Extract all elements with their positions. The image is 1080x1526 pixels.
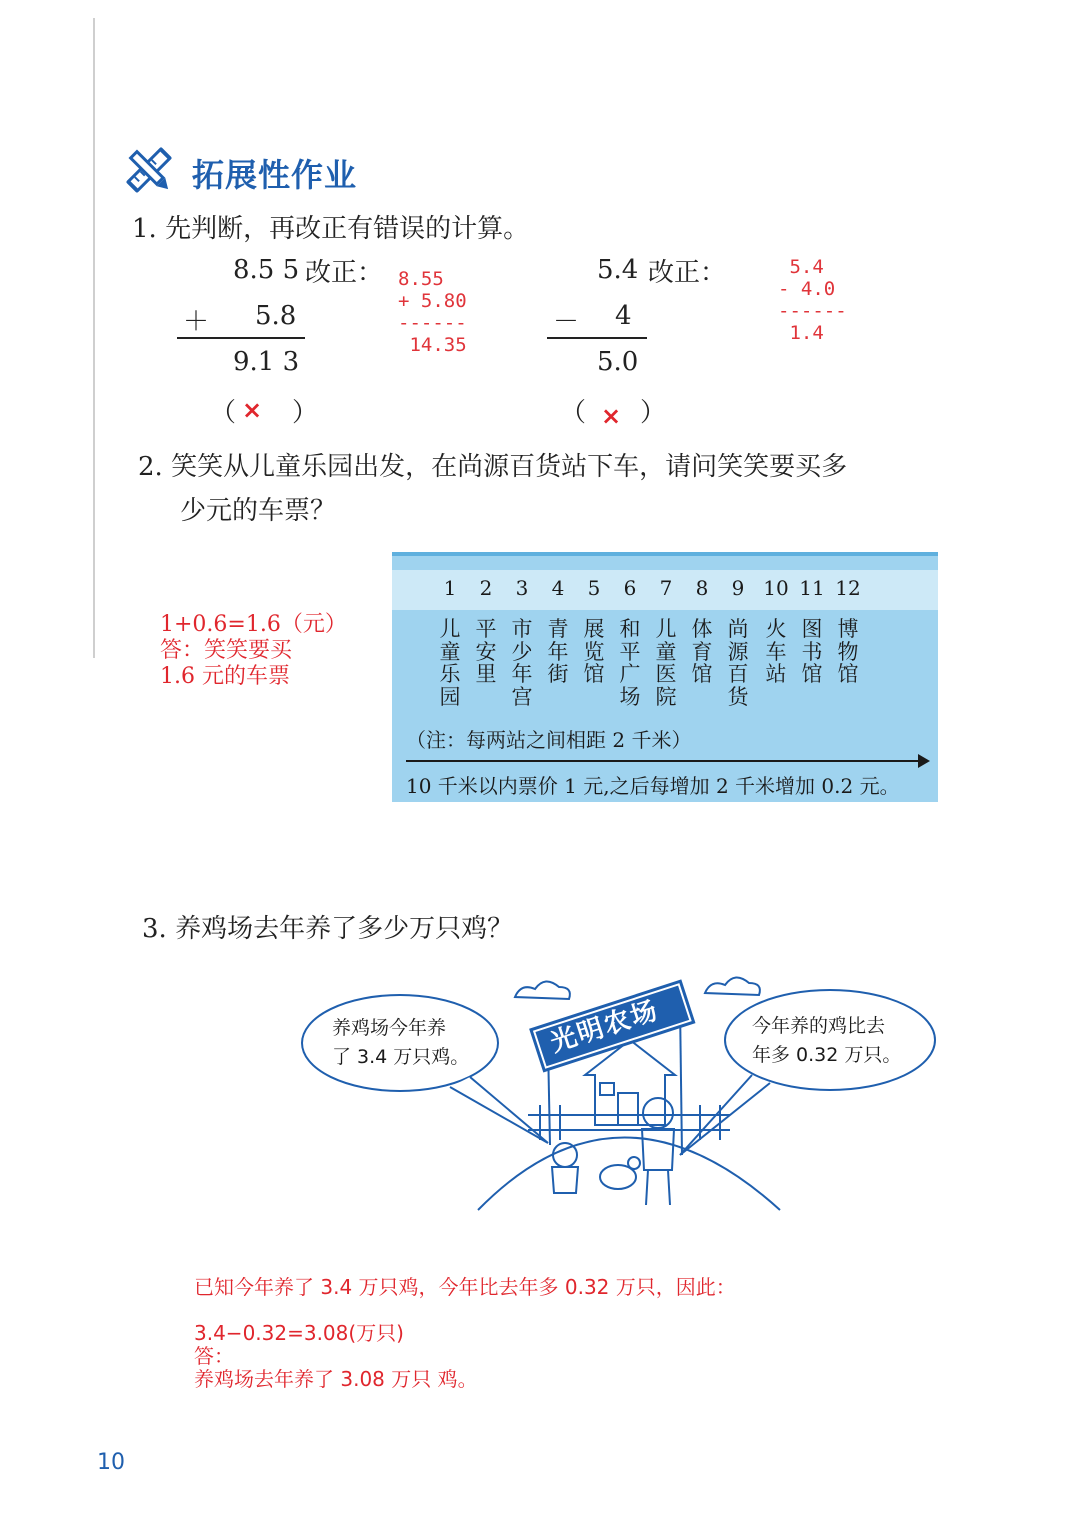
stop-name: 图书馆 — [801, 617, 823, 686]
farm-sign-text: 光明农场 — [546, 995, 663, 1059]
q1-right-paren-open: （ — [560, 398, 587, 428]
stop-name: 平安里 — [475, 617, 497, 686]
q1-right-vertical — [545, 255, 655, 385]
bubble-left-line2: 了 3.4 万只鸡。 — [332, 1046, 470, 1068]
q2-answer-line1: 1+0.6=1.6（元） — [160, 612, 347, 637]
stop-name: 儿童乐园 — [439, 617, 461, 709]
section-title: 拓展性作业 — [192, 156, 358, 194]
q2-prompt-line2: 少元的车票？ — [180, 496, 337, 526]
fare-rule: 10 千米以内票价 1 元,之后每增加 2 千米增加 0.2 元。 — [406, 774, 900, 798]
page-number: 10 — [97, 1450, 125, 1475]
q2-answer-line3: 1.6 元的车票 — [160, 664, 290, 689]
q1-left-rule — [177, 337, 305, 339]
q1-left-op: ＋ — [183, 307, 210, 337]
q1-left-mark: × — [242, 396, 263, 424]
stop-number: 9 — [731, 576, 745, 600]
q1-left-bottom: 5.8 — [255, 301, 297, 331]
distance-note: （注：每两站之间相距 2 千米） — [406, 728, 692, 752]
q3-prompt: 3. 养鸡场去年养了多少万只鸡？ — [142, 914, 514, 944]
stop-name: 博物馆 — [837, 617, 859, 686]
q1-right-mark: × — [601, 402, 622, 430]
q3-answer-line4: 养鸡场去年养了 3.08 万只 鸡。 — [194, 1367, 478, 1391]
q1-left-paren-close: ） — [292, 398, 319, 428]
bubble-right-line1: 今年养的鸡比去 — [752, 1015, 886, 1037]
route-arrow — [406, 760, 922, 762]
stop-name: 青年街 — [547, 617, 569, 686]
stop-number: 12 — [835, 576, 861, 600]
stop-number: 8 — [695, 576, 709, 600]
q3-answer-line2: 3.4−0.32=3.08(万只) — [194, 1321, 404, 1345]
q1-right-label: 改正： — [648, 258, 727, 288]
q1-right-op: － — [553, 307, 580, 337]
stop-number: 7 — [659, 576, 673, 600]
stop-name: 展览馆 — [583, 617, 605, 686]
stop-name: 火车站 — [765, 617, 787, 686]
q1-right-top: 5.4 — [597, 255, 639, 285]
stop-name: 市少年宫 — [511, 617, 533, 709]
margin-line — [93, 18, 95, 658]
stop-number: 10 — [763, 576, 789, 600]
q3-answer-line1: 已知今年养了 3.4 万只鸡，今年比去年多 0.32 万只，因此： — [194, 1275, 736, 1299]
ruler-pencil-icon — [120, 142, 178, 198]
q1-right-bottom: 4 — [615, 301, 632, 331]
stop-name: 尚源百货 — [727, 617, 749, 709]
farmer-figure — [643, 1098, 673, 1128]
hill — [478, 1138, 780, 1211]
bus-route-board — [392, 552, 938, 802]
q1-left-vertical — [175, 255, 310, 385]
q1-prompt: 1. 先判断，再改正有错误的计算。 — [132, 214, 530, 244]
stop-number: 5 — [587, 576, 601, 600]
q1-left-correction: 8.55 + 5.80 ------ 14.35 — [398, 268, 467, 356]
bubble-right-line2: 年多 0.32 万只。 — [752, 1044, 902, 1066]
q2-answer-line2: 答：笑笑要买 — [160, 638, 293, 663]
q1-left-paren-open: （ — [210, 398, 237, 428]
stop-name: 和平广场 — [619, 617, 641, 709]
stop-number: 6 — [623, 576, 637, 600]
stop-number: 3 — [515, 576, 529, 600]
stop-number: 1 — [443, 576, 457, 600]
q1-right-correction: 5.4 - 4.0 ------ 1.4 — [778, 256, 847, 344]
q3-answer-line3: 答： — [194, 1344, 234, 1368]
stop-name: 儿童医院 — [655, 617, 677, 709]
stop-name: 体育馆 — [691, 617, 713, 686]
stop-number: 4 — [551, 576, 565, 600]
q1-right-rule — [547, 337, 647, 339]
stop-number: 11 — [799, 576, 825, 600]
child-figure — [553, 1143, 577, 1167]
q1-left-result: 9.1 3 — [233, 347, 300, 377]
stop-number: 2 — [479, 576, 493, 600]
q1-left-label: 改正： — [305, 258, 384, 288]
arrow-head-icon — [918, 754, 930, 768]
cloud-icon — [515, 981, 570, 999]
q1-left-top: 8.5 5 — [233, 255, 300, 285]
q1-right-paren-close: ） — [640, 398, 667, 428]
q1-right-result: 5.0 — [597, 347, 639, 377]
cloud-icon — [705, 977, 760, 995]
bubble-left-line1: 养鸡场今年养 — [332, 1017, 447, 1039]
q2-prompt-line1: 2. 笑笑从儿童乐园出发，在尚源百货站下车，请问笑笑要买多 — [138, 452, 848, 482]
